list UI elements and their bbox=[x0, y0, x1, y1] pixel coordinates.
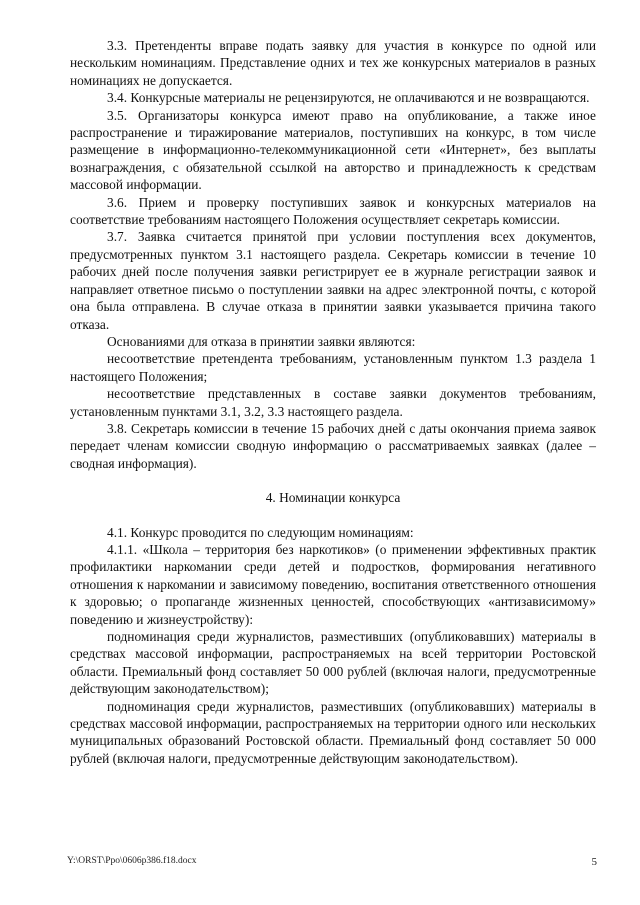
paragraph-3-5: 3.5. Организаторы конкурса имеют право на опубликование, а также иное распространение и тиражирование материалов, поступивших на конкурс, в том числе размещение в информационно-телекоммуникационной сети «Интернет», без выплаты вознаграждения, с обязательной ссылкой на авторство и принадлежность к средствам массовой информации. bbox=[70, 107, 596, 193]
paragraph-3-6: 3.6. Прием и проверку поступивших заявок и конкурсных материалов на соответствие требованиям настоящего Положения осуществляет секретарь комиссии. bbox=[70, 194, 596, 228]
paragraph-3-4: 3.4. Конкурсные материалы не рецензируются, не оплачиваются и не возвращаются. bbox=[107, 90, 590, 106]
section-heading: 4. Номинации конкурса bbox=[265, 490, 401, 506]
paragraph-refusal-grounds: Основаниями для отказа в принятии заявки являются: bbox=[107, 333, 416, 349]
document-body bbox=[70, 37, 596, 767]
paragraph-subnomination-2: подноминация среди журналистов, разместивших (опубликовавших) материалы в средствах массовой информации, распространяемых на территории одного или нескольких муниципальных образований Ростовской области. Премиальный фонд составляет 50 000 рублей (включая налоги, предусмотренные действующим законодательством). bbox=[70, 698, 596, 766]
paragraph-refusal-ground-2: несоответствие представленных в составе заявки документов требованиям, установленным пунктами 3.1, 3.2, 3.3 настоящего раздела. bbox=[70, 386, 596, 419]
paragraph-3-3: 3.3. Претенденты вправе подать заявку для участия в конкурсе по одной или нескольким номинациям. Представление одних и тех же конкурсных материалов в разных номинациях не допускается. bbox=[70, 38, 596, 88]
paragraph-3-8: 3.8. Секретарь комиссии в течение 15 рабочих дней с даты окончания приема заявок передает членам комиссии сводную информацию о рассматриваемых заявках (далее – сводная информация). bbox=[70, 420, 596, 471]
page-footer bbox=[67, 856, 597, 870]
paragraph-4-1: 4.1. Конкурс проводится по следующим номинациям: bbox=[107, 524, 414, 540]
paragraph-refusal-ground-1: несоответствие претендента требованиям, установленным пунктом 1.3 раздела 1 настоящего Положения; bbox=[70, 351, 596, 384]
paragraph-subnomination-1: подноминация среди журналистов, разместивших (опубликовавших) материалы в средствах массовой информации, распространяемых на всей территории Ростовской области. Премиальный фонд составляет 50 000 рублей (включая налоги, предусмотренные действующим законодательством); bbox=[70, 629, 596, 697]
paragraph-4-1-1: 4.1.1. «Школа – территория без наркотиков» (о применении эффективных практик профилактики наркомании среди детей и подростков, формирования негативного отношения к наркомании и зависимому поведению, воспитания ответственного отношения к здоровью; о пропаганде жизненных ценностей, способствующих «антизависимому» поведению и жизнеустройству): bbox=[70, 541, 596, 627]
page-number: 5 bbox=[591, 856, 597, 868]
footer-file-path: Y:\ORST\Ppo\0606p386.f18.docx bbox=[67, 856, 197, 866]
paragraph-3-7: 3.7. Заявка считается принятой при условии поступления всех документов, предусмотренных пунктом 3.1 настоящего раздела. Секретарь комиссии в течение 10 рабочих дней после получения заявки регистрирует ее в журнале регистрации заявок и направляет ответное письмо о поступлении заявки на адрес электронной почты, с которой она была отправлена. В случае отказа в принятии заявки указывается причина такого отказа. bbox=[70, 229, 596, 332]
